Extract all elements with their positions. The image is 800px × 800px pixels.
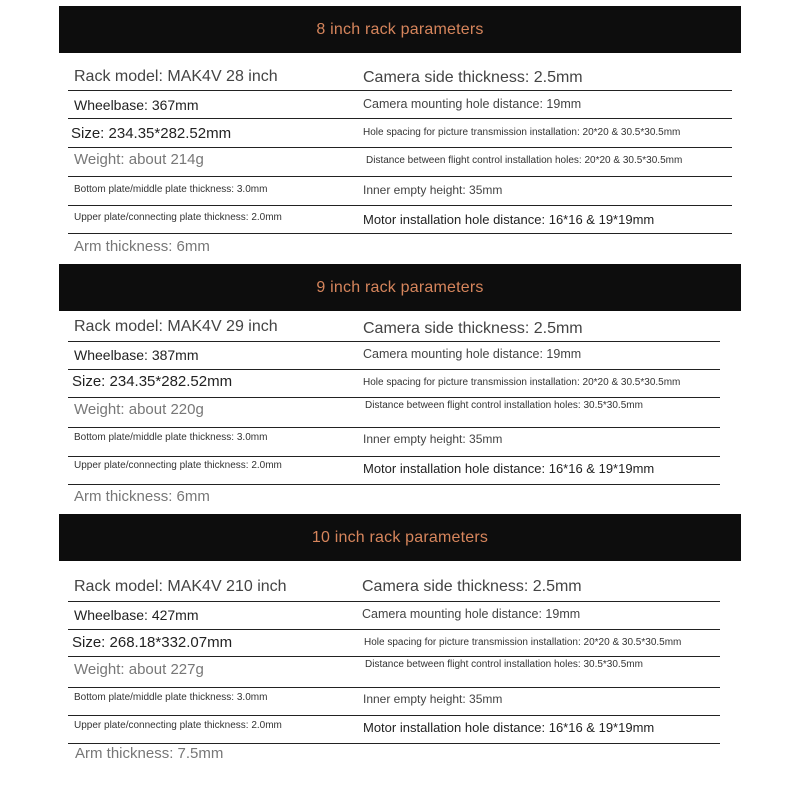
spec-row — [68, 630, 720, 657]
spec-right: Camera mounting hole distance: 19mm — [363, 347, 582, 361]
section-title-banner — [59, 6, 741, 53]
spec-row — [68, 485, 720, 511]
spec-left: Size: 234.35*282.52mm — [71, 125, 232, 142]
spec-left: Arm thickness: 7.5mm — [75, 745, 224, 762]
spec-row — [68, 206, 732, 234]
spec-left: Arm thickness: 6mm — [74, 238, 210, 255]
section-title: 8 inch rack parameters — [316, 20, 484, 38]
spec-row — [68, 63, 732, 91]
spec-left: Size: 234.35*282.52mm — [72, 373, 233, 390]
spec-row — [68, 428, 720, 457]
spec-row — [68, 573, 720, 602]
spec-row — [68, 234, 732, 260]
spec-row — [68, 744, 720, 770]
spec-right: Motor installation hole distance: 16*16 & 19*19mm — [363, 720, 655, 735]
spec-right: Hole spacing for picture transmission installation: 20*20 & 30.5*30.5mm — [364, 637, 682, 648]
spec-row — [68, 314, 720, 342]
spec-left: Weight: about 220g — [74, 401, 204, 418]
spec-row — [68, 688, 720, 716]
spec-right: Motor installation hole distance: 16*16 & 19*19mm — [363, 212, 655, 227]
spec-row — [68, 716, 720, 744]
spec-right: Camera side thickness: 2.5mm — [363, 69, 583, 86]
spec-right: Distance between flight control installation holes: 30.5*30.5mm — [365, 400, 643, 411]
spec-row — [68, 602, 720, 630]
spec-left: Wheelbase: 387mm — [74, 347, 199, 363]
spec-right: Camera side thickness: 2.5mm — [362, 578, 582, 595]
spec-left: Bottom plate/middle plate thickness: 3.0mm — [74, 692, 268, 703]
spec-left: Rack model: MAK4V 210 inch — [74, 578, 287, 595]
spec-right: Inner empty height: 35mm — [363, 692, 503, 706]
section-title: 10 inch rack parameters — [311, 528, 489, 546]
spec-row — [68, 370, 720, 398]
spec-right: Camera mounting hole distance: 19mm — [362, 607, 581, 621]
spec-left: Wheelbase: 427mm — [74, 607, 199, 623]
spec-right: Camera side thickness: 2.5mm — [363, 320, 583, 337]
spec-left: Rack model: MAK4V 29 inch — [74, 318, 278, 335]
spec-row — [68, 119, 732, 148]
spec-right: Camera mounting hole distance: 19mm — [363, 97, 582, 111]
spec-right: Motor installation hole distance: 16*16 & 19*19mm — [363, 461, 655, 476]
spec-row — [68, 398, 720, 428]
spec-right: Inner empty height: 35mm — [363, 183, 503, 197]
spec-left: Wheelbase: 367mm — [74, 97, 199, 113]
section-title-banner — [59, 264, 741, 311]
spec-row — [68, 342, 720, 370]
spec-right: Hole spacing for picture transmission installation: 20*20 & 30.5*30.5mm — [363, 377, 681, 388]
section-title: 9 inch rack parameters — [316, 278, 484, 296]
spec-left: Upper plate/connecting plate thickness: 2.0mm — [74, 460, 282, 471]
spec-row — [68, 457, 720, 485]
spec-left: Upper plate/connecting plate thickness: 2.0mm — [74, 212, 282, 223]
spec-left: Upper plate/connecting plate thickness: 2.0mm — [74, 720, 282, 731]
spec-right: Inner empty height: 35mm — [363, 432, 503, 446]
spec-left: Bottom plate/middle plate thickness: 3.0mm — [74, 184, 268, 195]
spec-row — [68, 657, 720, 688]
spec-left: Bottom plate/middle plate thickness: 3.0mm — [74, 432, 268, 443]
spec-left: Weight: about 214g — [74, 151, 204, 168]
spec-left: Size: 268.18*332.07mm — [72, 634, 233, 651]
spec-left: Rack model: MAK4V 28 inch — [74, 68, 278, 85]
spec-row — [68, 177, 732, 206]
section-title-banner — [59, 514, 741, 561]
spec-left: Weight: about 227g — [74, 661, 204, 678]
spec-right: Distance between flight control installation holes: 20*20 & 30.5*30.5mm — [366, 155, 683, 166]
spec-row — [68, 148, 732, 177]
spec-right: Distance between flight control installation holes: 30.5*30.5mm — [365, 659, 643, 670]
spec-left: Arm thickness: 6mm — [74, 488, 210, 505]
spec-right: Hole spacing for picture transmission installation: 20*20 & 30.5*30.5mm — [363, 127, 681, 138]
spec-row — [68, 91, 732, 119]
